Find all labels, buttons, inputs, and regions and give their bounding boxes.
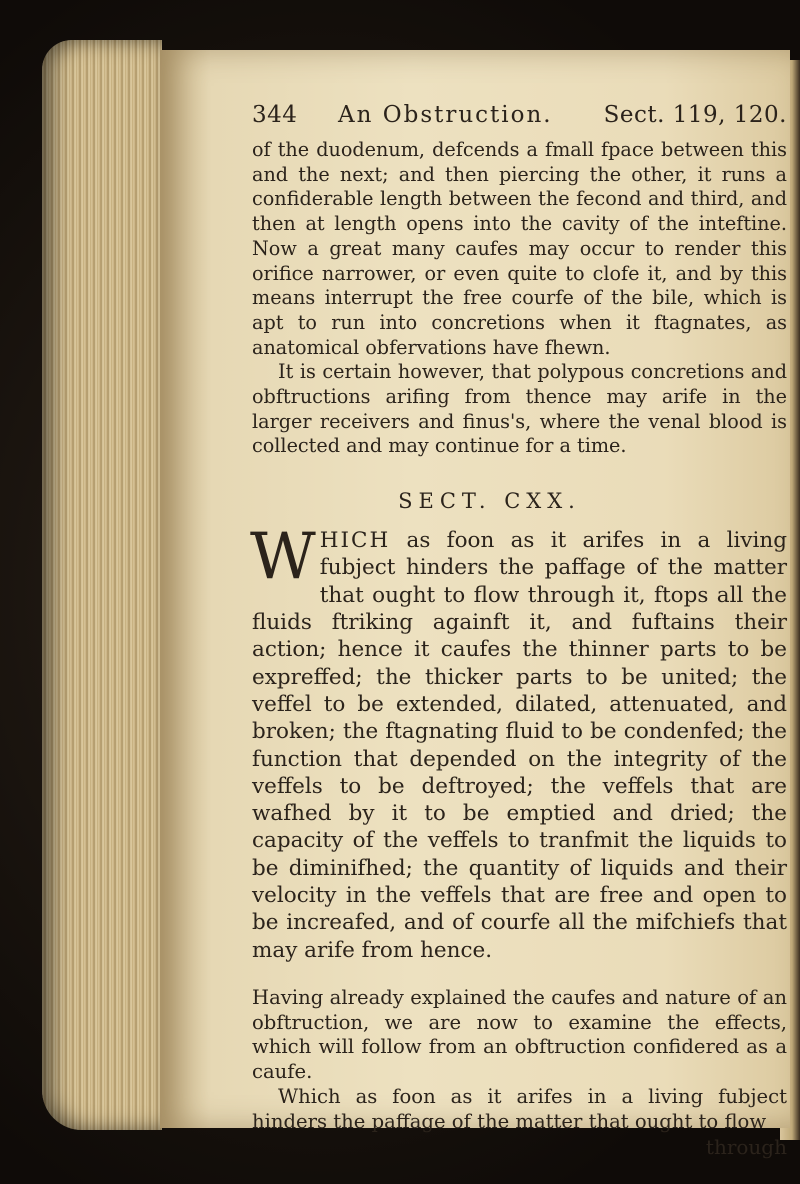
catchword: through: [705, 1134, 787, 1159]
section-reference: Sect. 119, 120.: [603, 102, 787, 128]
section-heading: SECT. CXX.: [398, 489, 581, 514]
page-number: 344: [252, 102, 298, 128]
running-header: [252, 102, 787, 138]
running-title: An Obstruction.: [338, 102, 553, 128]
lead-word: HICH: [319, 528, 391, 554]
paragraph: It is certain however, that polypous concretions and obftructions arifing from thence may arife in the larger receivers and finus's, where the venal blood is collected and may continue for a time.: [252, 360, 787, 458]
book-page-edges: [42, 40, 162, 1130]
drop-cap: W: [250, 520, 316, 595]
commentary-paragraph: Having already explained the caufes and nature of an obftruction, we are now to examine the effects, which will follow from an obftruction confidered as a caufe.: [252, 985, 787, 1084]
paragraph: of the duodenum, defcends a fmall fpace between this and the next; and then piercing the other, it runs a confiderable length between the fecond and third, and then at length opens into the cavity of the inteftine. Now a great many caufes may occur to render this orifice narrower, or even quite to clofe it, and by this means interrupt the free courfe of the bile, which is apt to run into concretions when it ftagnates, as anatomical obfervations have fhewn.: [252, 138, 787, 359]
section-text: [250, 520, 787, 964]
page-content: [250, 102, 787, 1159]
section-body-text: as foon as it arifes in a living fubject hinders the paffage of the matter that ought to flow through it, ftops all the fluids ftriking againft it, and fuftains their action; hence it caufes the thinner parts to be expreffed; the thicker parts to be united; the veffel to be extended, dilated, attenuated, and broken; the ftagnating fluid to be condenfed; the function that depended on the integrity of the veffels to be deftroyed; the veffels that are wafhed by it to be emptied and dried; the capacity of the veffels to tranfmit the liquids to be diminifhed; the quantity of liquids and their velocity in the veffels that are free and open to be increafed, and of courfe all the mifchiefs that may arife from hence.: [252, 528, 787, 963]
commentary-paragraph: Which as foon as it arifes in a living fubject hinders the paffage of the matter that ought to flow: [252, 1085, 787, 1133]
